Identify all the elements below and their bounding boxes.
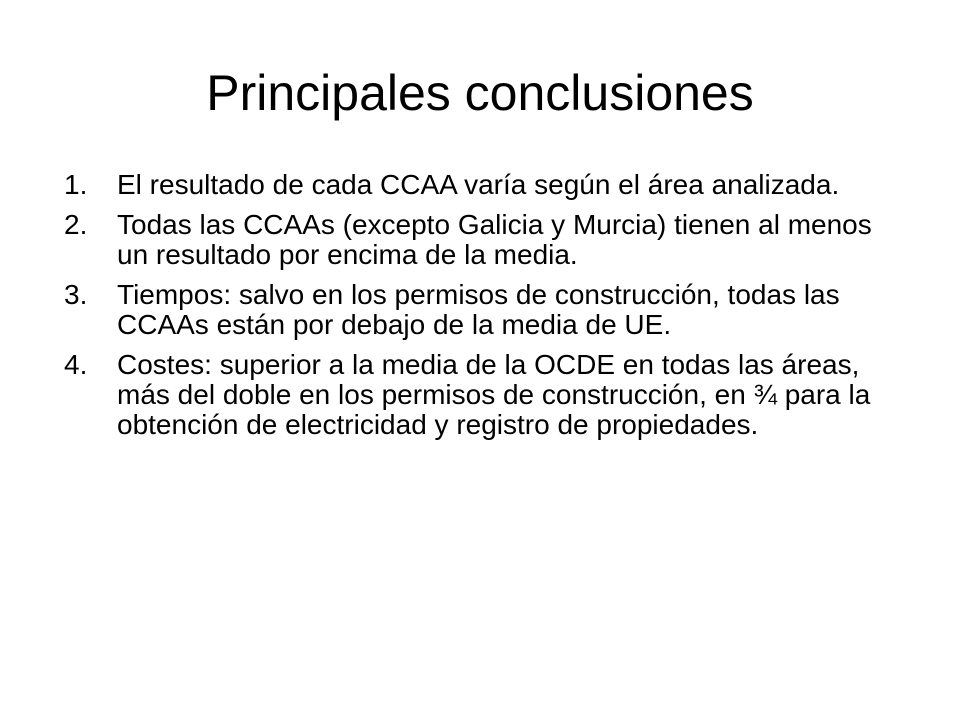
list-item [64, 350, 904, 440]
list-item [64, 170, 904, 200]
list-item-number: 1. [64, 169, 88, 200]
list-item [64, 280, 904, 340]
list-item-number: 4. [64, 349, 88, 380]
list-item-text: El resultado de cada CCAA varía según el área analizada. [117, 169, 840, 200]
list-item [64, 210, 904, 270]
conclusions-list [64, 170, 904, 450]
list-item-number: 2. [64, 209, 88, 240]
list-item-number: 3. [64, 279, 88, 310]
list-item-text: Costes: superior a la media de la OCDE en todas las áreas, más del doble en los permisos de construcción, en ¾ para la obtención de electricidad y registro de propiedades. [117, 349, 871, 440]
list-item-text: Tiempos: salvo en los permisos de construcción, todas las CCAAs están por debajo de la media de UE. [117, 279, 840, 340]
slide-title: Principales conclusiones [206, 65, 754, 121]
list-item-text: Todas las CCAAs (excepto Galicia y Murcia) tienen al menos un resultado por encima de la media. [117, 209, 872, 270]
